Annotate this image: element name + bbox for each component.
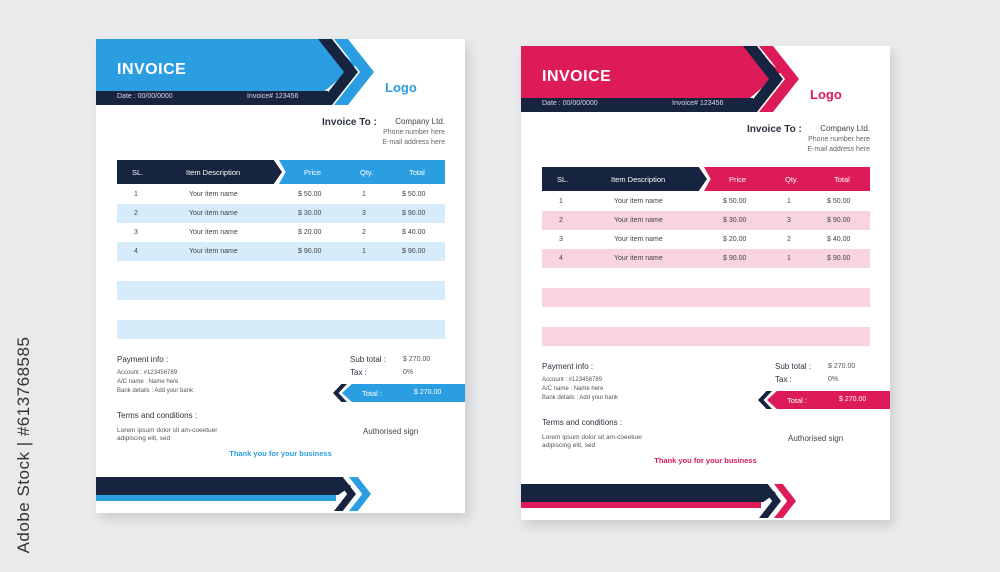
total-value: $ 270.00 [414,389,442,396]
subtotal-value: $ 270.00 [403,356,431,363]
payment-bank: Bank details : Add your bank [117,388,194,394]
row-total: $ 40.00 [827,236,851,243]
row-sl: 4 [134,248,138,255]
footer-band-accent [521,502,761,508]
table-row [117,223,445,242]
terms-title: Terms and conditions : [542,418,623,427]
footer-band-dark [96,477,351,495]
payment-bank: Bank details : Add your bank [542,395,619,401]
table-row [117,185,445,204]
invoice-title: INVOICE [542,68,612,85]
invoice-date: Date : 00/00/0000 [542,100,598,107]
empty-row [117,281,445,300]
row-price: $ 20.00 [298,229,322,236]
terms-title: Terms and conditions : [117,411,198,420]
row-description: Your item name [614,236,663,243]
row-sl: 1 [559,198,563,205]
row-description: Your item name [189,191,238,198]
payment-info-title: Payment info : [542,362,594,371]
col-header-description: Item Description [611,175,666,184]
col-header-qty: Qty. [785,175,799,184]
row-price: $ 90.00 [298,248,322,255]
tax-value: 0% [828,376,839,383]
row-qty: 2 [362,229,366,236]
row-description: Your item name [614,217,663,224]
empty-row [542,288,870,307]
table-row [542,230,870,249]
invoice-number: Invoice# 123456 [247,93,299,100]
stock-credit-text: Adobe Stock | #613768585 [14,336,33,554]
invoice-date: Date : 00/00/0000 [117,93,173,100]
row-description: Your item name [189,248,238,255]
col-header-sl: SL. [132,168,144,177]
invoice-number: Invoice# 123456 [672,100,724,107]
thank-you-note: Thank you for your business [654,456,757,465]
table-row [542,249,870,268]
invoice-to-company: Company Ltd. [395,117,445,126]
terms-text: Lorem ipsum dolor sit am-coeetuer adipiscing elit, sed [117,427,218,442]
payment-account: Account : #123456789 [542,377,603,383]
invoice-to-label: Invoice To : [322,117,377,128]
table-row [542,192,870,211]
terms-text: Lorem ipsum dolor sit am-coeetuer adipiscing elit, sed [542,434,643,449]
row-qty: 1 [362,248,366,255]
row-sl: 4 [559,255,563,262]
row-total: $ 40.00 [402,229,426,236]
total-label: Total : [787,396,808,405]
subtotal-value: $ 270.00 [828,363,856,370]
row-price: $ 50.00 [298,191,322,198]
table-row [542,211,870,230]
authorised-sign: Authorised sign [788,434,844,443]
row-total: $ 90.00 [827,255,851,262]
invoice-to-email: E-mail address here [382,139,445,146]
col-header-sl: SL. [557,175,569,184]
row-qty: 1 [787,255,791,262]
row-price: $ 90.00 [723,255,747,262]
tax-value: 0% [403,369,414,376]
row-total: $ 90.00 [402,248,426,255]
col-header-description: Item Description [186,168,241,177]
footer-band-dark [521,484,776,502]
total-bar [342,384,465,402]
tax-label: Tax : [775,375,792,384]
row-total: $ 90.00 [402,210,426,217]
total-bar [767,391,890,409]
row-price: $ 50.00 [723,198,747,205]
row-qty: 1 [787,198,791,205]
row-sl: 3 [559,236,563,243]
col-header-price: Price [729,175,747,184]
invoice-to-phone: Phone number here [808,136,870,143]
row-description: Your item name [189,229,238,236]
tax-label: Tax : [350,368,367,377]
row-sl: 2 [134,210,138,217]
invoice-to-email: E-mail address here [807,146,870,153]
row-qty: 2 [787,236,791,243]
table-row [117,242,445,261]
row-sl: 1 [134,191,138,198]
invoice-title: INVOICE [117,61,187,78]
row-description: Your item name [189,210,238,217]
logo-placeholder: Logo [385,80,417,95]
payment-ac-name: A/C name : Name here [542,386,604,392]
payment-ac-name: A/C name : Name here [117,379,179,385]
payment-account: Account : #123456789 [117,370,178,376]
total-label: Total : [362,389,383,398]
empty-row [542,327,870,346]
row-qty: 1 [362,191,366,198]
row-price: $ 30.00 [723,217,747,224]
row-qty: 3 [362,210,366,217]
subtotal-label: Sub total : [350,355,387,364]
row-qty: 3 [787,217,791,224]
col-header-total: Total [834,175,850,184]
payment-info-title: Payment info : [117,355,169,364]
total-value: $ 270.00 [839,396,867,403]
footer-band-accent [96,495,336,501]
col-header-qty: Qty. [360,168,374,177]
authorised-sign: Authorised sign [363,427,419,436]
invoice-to-phone: Phone number here [383,129,445,136]
thank-you-note: Thank you for your business [229,449,332,458]
row-total: $ 90.00 [827,217,851,224]
empty-row [117,320,445,339]
invoice-to-company: Company Ltd. [820,124,870,133]
row-total: $ 50.00 [402,191,426,198]
row-total: $ 50.00 [827,198,851,205]
row-description: Your item name [614,255,663,262]
col-header-price: Price [304,168,322,177]
row-description: Your item name [614,198,663,205]
row-price: $ 30.00 [298,210,322,217]
row-sl: 3 [134,229,138,236]
invoice-sheet-blue [96,39,465,513]
col-header-total: Total [409,168,425,177]
stock-credit [8,330,40,560]
logo-placeholder: Logo [810,87,842,102]
row-sl: 2 [559,217,563,224]
row-price: $ 20.00 [723,236,747,243]
table-row [117,204,445,223]
subtotal-label: Sub total : [775,362,812,371]
invoice-to-label: Invoice To : [747,124,802,135]
invoice-sheet-pink [521,46,890,520]
